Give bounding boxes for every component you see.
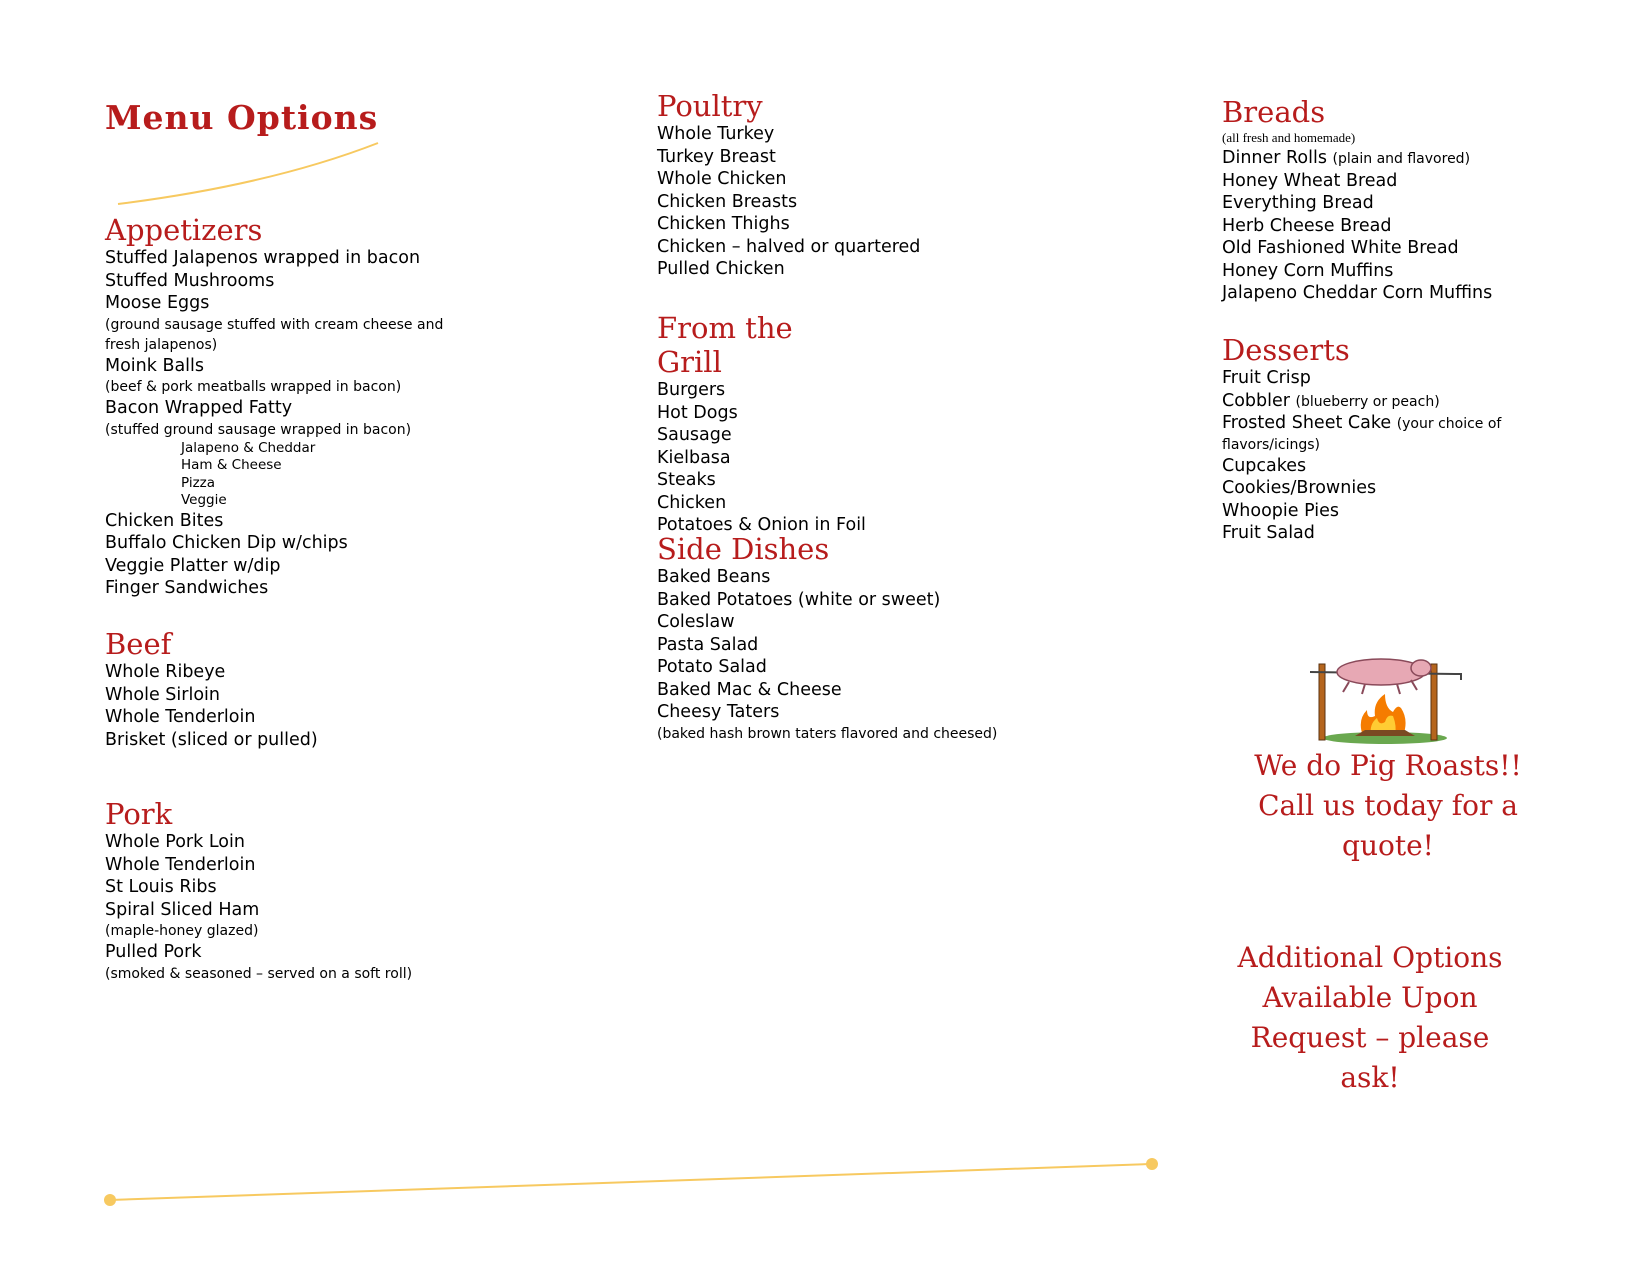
item-note: (blueberry or peach) (1295, 393, 1440, 410)
promo-line: quote! (1342, 829, 1434, 862)
promo-line: Available Upon (1262, 981, 1478, 1014)
menu-item: Whole Pork Loin (105, 832, 245, 852)
pig-roast-icon (1305, 650, 1465, 745)
menu-item: Coleslaw (657, 612, 735, 632)
menu-item: Honey Wheat Bread (1222, 170, 1398, 191)
menu-item: Old Fashioned White Bread (1222, 238, 1459, 258)
menu-item: Cookies/Brownies (1222, 478, 1377, 498)
section-heading: From the Grill (657, 311, 793, 379)
menu-item: Kielbasa (657, 447, 731, 468)
item-note: (ground sausage stuffed with cream cheese and (105, 316, 444, 333)
menu-item-name: Frosted Sheet Cake (1222, 413, 1392, 433)
menu-item: Honey Corn Muffins (1222, 260, 1394, 281)
section-breads (1222, 95, 1492, 305)
menu-item: Potato Salad (657, 657, 767, 677)
item-note: (your choice of (1396, 416, 1502, 432)
promo-line: Request – please (1250, 1021, 1490, 1054)
promo-line: We do Pig Roasts!! (1254, 749, 1522, 782)
section-appetizers (105, 213, 443, 600)
item-note: (smoked & seasoned – served on a soft roll) (105, 965, 413, 982)
menu-item: Whole Turkey (657, 124, 775, 144)
menu-item: Finger Sandwiches (105, 578, 269, 598)
menu-item (1222, 412, 1501, 435)
promo-line: Call us today for a (1258, 789, 1518, 822)
menu-item: Fruit Salad (1222, 523, 1315, 543)
menu-item: Burgers (657, 380, 726, 400)
bottom-rule-dot-left (104, 1194, 116, 1206)
fatty-flavor: Veggie (181, 492, 227, 508)
menu-item: Jalapeno Cheddar Corn Muffins (1222, 283, 1493, 303)
menu-item: Whole Sirloin (105, 684, 220, 705)
section-heading: Poultry (657, 89, 763, 123)
section-heading: Appetizers (105, 213, 263, 247)
menu-item: Turkey Breast (657, 146, 776, 167)
menu-item: Buffalo Chicken Dip w/chips (105, 533, 348, 553)
menu-item: Whole Tenderloin (105, 707, 256, 727)
fatty-flavor: Pizza (181, 474, 216, 491)
menu-item: Baked Beans (657, 567, 771, 587)
menu-item: St Louis Ribs (105, 877, 217, 897)
menu-item: Chicken (657, 492, 727, 513)
menu-title: Menu Options (105, 98, 379, 137)
item-note: flavors/icings) (1222, 436, 1321, 453)
menu-item: Chicken – halved or quartered (657, 236, 921, 257)
item-note: (beef & pork meatballs wrapped in bacon) (105, 379, 402, 395)
menu-item-name: Cobbler (1222, 390, 1290, 411)
menu-item: Pasta Salad (657, 634, 759, 655)
item-note: (baked hash brown taters flavored and cheesed) (657, 725, 998, 742)
menu-item: Whole Ribeye (105, 662, 226, 682)
pig-roast-promo (1238, 746, 1538, 866)
menu-item (1222, 147, 1492, 170)
section-side-dishes (657, 532, 997, 744)
section-heading: Side Dishes (657, 532, 830, 566)
item-note: (plain and flavored) (1332, 151, 1471, 167)
section-heading: Desserts (1222, 333, 1350, 367)
menu-item (1222, 390, 1501, 413)
menu-item: Spiral Sliced Ham (105, 899, 260, 920)
menu-item: Whole Tenderloin (105, 854, 256, 875)
section-pork (105, 797, 412, 984)
section-heading: Breads (1222, 95, 1326, 129)
menu-item: Everything Bread (1222, 193, 1374, 213)
menu-item: Cheesy Taters (657, 702, 780, 722)
menu-item: Stuffed Mushrooms (105, 270, 275, 291)
menu-item: Hot Dogs (657, 402, 738, 423)
menu-item: Veggie Platter w/dip (105, 555, 281, 576)
menu-item: Baked Mac & Cheese (657, 679, 842, 700)
menu-item: Chicken Bites (105, 510, 224, 531)
menu-item: Baked Potatoes (white or sweet) (657, 589, 941, 610)
menu-item: Pulled Pork (105, 942, 202, 962)
bottom-rule-dot-right (1146, 1158, 1158, 1170)
menu-item: Cupcakes (1222, 455, 1307, 476)
promo-line: Additional Options (1237, 941, 1503, 974)
section-heading: Pork (105, 797, 173, 831)
item-note: (stuffed ground sausage wrapped in bacon) (105, 421, 412, 438)
section-beef (105, 627, 318, 751)
menu-item: Whole Chicken (657, 169, 787, 189)
title-swoosh (118, 143, 378, 204)
menu-item: Chicken Breasts (657, 191, 798, 212)
menu-item-name: Dinner Rolls (1222, 148, 1327, 168)
section-subtitle: (all fresh and homemade) (1222, 130, 1356, 145)
fatty-flavor: Jalapeno & Cheddar (181, 439, 316, 456)
section-desserts (1222, 333, 1501, 545)
section-poultry (657, 89, 920, 281)
section-grill (657, 311, 866, 537)
menu-item: Potatoes & Onion in Foil (657, 515, 866, 535)
menu-item: Moink Balls (105, 355, 205, 376)
fatty-flavor: Ham & Cheese (181, 457, 282, 473)
additional-options-promo (1220, 938, 1520, 1098)
menu-item: Steaks (657, 470, 716, 490)
section-heading: Beef (105, 627, 172, 661)
promo-line: ask! (1340, 1061, 1400, 1094)
menu-item: Brisket (sliced or pulled) (105, 729, 318, 750)
menu-item: Whoopie Pies (1222, 500, 1340, 521)
menu-item: Sausage (657, 425, 732, 445)
menu-item: Herb Cheese Bread (1222, 215, 1392, 236)
item-note: (maple-honey glazed) (105, 923, 259, 939)
menu-item: Moose Eggs (105, 293, 210, 313)
menu-item: Fruit Crisp (1222, 368, 1311, 388)
menu-item: Pulled Chicken (657, 259, 785, 279)
menu-item: Stuffed Jalapenos wrapped in bacon (105, 248, 421, 268)
menu-item: Bacon Wrapped Fatty (105, 398, 293, 418)
menu-item: Chicken Thighs (657, 214, 790, 234)
bottom-rule (110, 1164, 1152, 1200)
item-note: fresh jalapenos) (105, 336, 218, 353)
